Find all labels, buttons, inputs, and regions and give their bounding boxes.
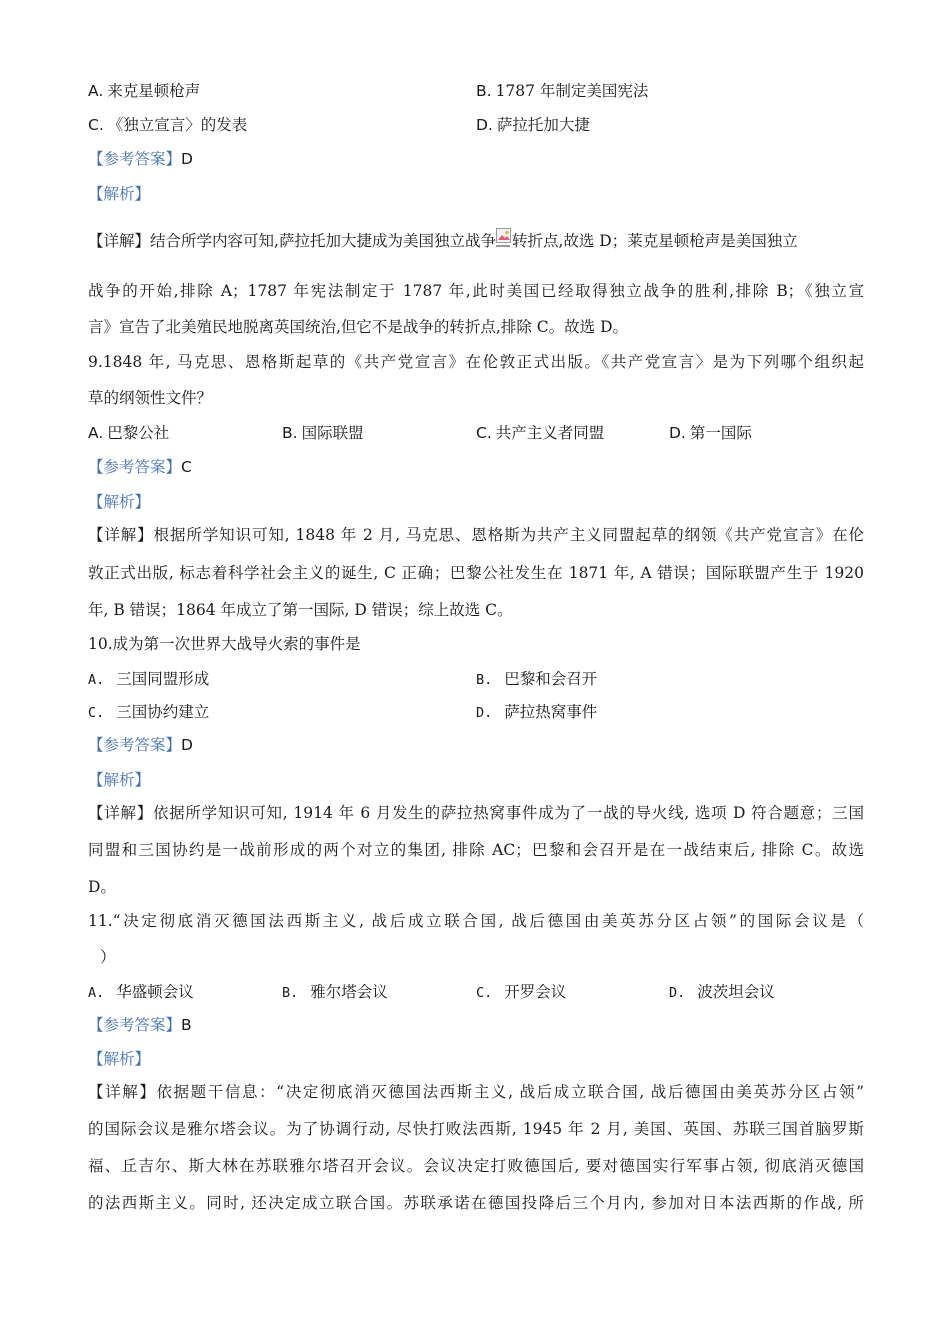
- q11-analysis-label: 【解析】: [88, 1050, 151, 1068]
- q11-stem-line-1: 11.“决定彻底消灭德国法西斯主义, 战后成立联合国, 战后德国由美英苏分区占领”的国际会议是（: [88, 912, 864, 930]
- q8-option-a: A. 来克星顿枪声: [88, 82, 201, 100]
- q10-analysis-label: 【解析】: [88, 771, 151, 789]
- q9-option-d: D. 第一国际: [669, 424, 752, 442]
- q8-option-c: C. 《独立宣言〉的发表: [88, 116, 248, 134]
- q11-option-c: C. 开罗会议: [476, 983, 567, 1001]
- q8-option-d: D. 萨拉托加大捷: [476, 116, 590, 134]
- q8-analysis-label: 【解析】: [88, 185, 151, 203]
- q8-detail-line-3: 言》宣告了北美殖民地脱离英国统治,但它不是战争的转折点,排除 C。故选 D。: [88, 318, 628, 336]
- q8-detail-line-1: 【详解】结合所学内容可知,萨拉托加大捷成为美国独立战争 转折点,故选 D；莱克星顿枪声是美国独立: [88, 228, 864, 252]
- q11-detail-line-4: 的法西斯主义。同时, 还决定成立联合国。苏联承诺在德国投降后三个月内, 参加对日本法西斯的作战, 所: [88, 1194, 864, 1212]
- q9-detail-line-1: 【详解】根据所学知识可知, 1848 年 2 月, 马克思、恩格斯为共产主义同盟起草的纲领《共产党宣言》在伦: [88, 526, 864, 544]
- q8-option-b: B. 1787 年制定美国宪法: [476, 82, 649, 100]
- q11-option-a: A. 华盛顿会议: [88, 983, 194, 1001]
- q11-option-b: B. 雅尔塔会议: [282, 983, 388, 1001]
- q10-answer: 【参考答案】D: [88, 736, 193, 754]
- q9-stem-line-2: 草的纲领性文件？: [88, 389, 213, 407]
- q9-option-b: B. 国际联盟: [282, 424, 364, 442]
- broken-image-icon: [496, 228, 512, 248]
- q11-detail-line-1: 【详解】依据题干信息：“决定彻底消灭德国法西斯主义, 战后成立联合国, 战后德国由美英苏分区占领”: [88, 1083, 864, 1101]
- q10-detail-line-3: D。: [88, 878, 116, 896]
- q9-analysis-label: 【解析】: [88, 493, 151, 511]
- q11-option-d: D. 波茨坦会议: [669, 983, 775, 1001]
- q11-detail-line-2: 的国际会议是雅尔塔会议。为了协调行动, 尽快打败法西斯, 1945 年 2 月, 美国、英国、苏联三国首脑罗斯: [88, 1120, 864, 1138]
- q10-option-a: A. 三国同盟形成: [88, 670, 210, 688]
- q10-option-d: D. 萨拉热窝事件: [476, 703, 598, 721]
- q11-detail-line-3: 福、丘吉尔、斯大林在苏联雅尔塔召开会议。会议决定打败德国后, 要对德国实行军事占领, 彻底消灭德国: [88, 1157, 864, 1175]
- q11-stem-line-2: ）: [100, 948, 116, 966]
- q9-answer: 【参考答案】C: [88, 458, 192, 476]
- q8-detail-line-2: 战争的开始,排除 A；1787 年宪法制定于 1787 年,此时美国已经取得独立战争的胜利,排除 B；《独立宣: [88, 282, 864, 300]
- q9-detail-line-2: 敦正式出版, 标志着科学社会主义的诞生, C 正确；巴黎公社发生在 1871 年, A 错误；国际联盟产生于 1920: [88, 564, 864, 582]
- q11-answer: 【参考答案】B: [88, 1016, 192, 1034]
- q10-option-b: B. 巴黎和会召开: [476, 670, 598, 688]
- q9-option-c: C. 共产主义者同盟: [476, 424, 605, 442]
- q9-option-a: A. 巴黎公社: [88, 424, 170, 442]
- q9-stem-line-1: 9.1848 年, 马克思、恩格斯起草的《共产党宣言》在伦敦正式出版。《共产党宣言〉是为下列哪个组织起: [88, 353, 864, 371]
- q9-detail-line-3: 年, B 错误；1864 年成立了第一国际, D 错误；综上故选 C。: [88, 601, 513, 619]
- q10-detail-line-2: 同盟和三国协约是一战前形成的两个对立的集团, 排除 AC；巴黎和会召开是在一战结束后, 排除 C。故选: [88, 841, 864, 859]
- q10-stem: 10.成为第一次世界大战导火索的事件是: [88, 635, 361, 653]
- q10-detail-line-1: 【详解】依据所学知识可知, 1914 年 6 月发生的萨拉热窝事件成为了一战的导火线, 选项 D 符合题意；三国: [88, 804, 864, 822]
- q8-answer: 【参考答案】D: [88, 150, 193, 168]
- q10-option-c: C. 三国协约建立: [88, 703, 210, 721]
